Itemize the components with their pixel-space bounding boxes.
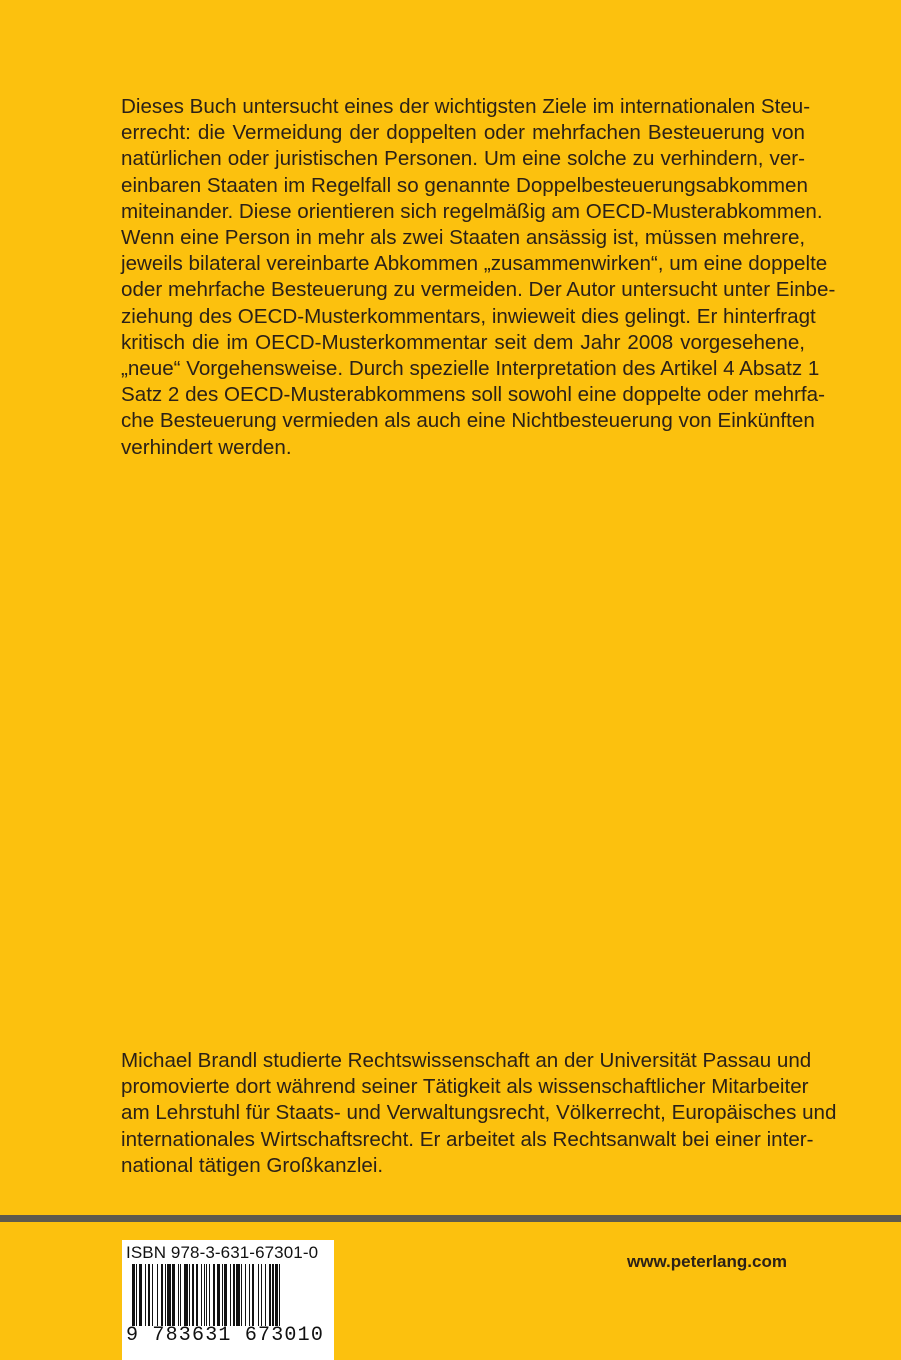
barcode-bar — [265, 1264, 266, 1326]
blurb-line: miteinander. Diese orientieren sich regelmäßig am OECD-Musterabkommen. — [121, 199, 823, 223]
barcode-bar — [152, 1264, 153, 1326]
barcode-bar — [233, 1264, 234, 1326]
barcode-digits: 9 783631 673010 — [126, 1324, 325, 1347]
barcode-bar — [148, 1264, 151, 1326]
blurb-line: verhindert werden. — [121, 435, 292, 459]
barcode-bar — [230, 1264, 231, 1326]
bio-line: national tätigen Großkanzlei. — [121, 1153, 384, 1177]
barcode-bar — [204, 1264, 205, 1326]
barcode-bar — [136, 1264, 137, 1326]
blurb-line: jeweils bilateral vereinbarte Abkommen „zusammenwirken“, um eine doppelte — [121, 252, 828, 276]
barcode-bar — [252, 1264, 255, 1326]
barcode-bar — [249, 1264, 250, 1326]
barcode-bar — [132, 1264, 135, 1326]
blurb-line: kritisch die im OECD-Musterkommentar seit dem Jahr 2008 vorgesehene, — [121, 330, 805, 354]
barcode-bar — [178, 1264, 179, 1326]
isbn-barcode — [122, 1240, 334, 1360]
barcode-bar — [258, 1264, 259, 1326]
barcode-bar — [196, 1264, 199, 1326]
author-bio — [121, 1048, 837, 1179]
barcode-bar — [275, 1264, 278, 1326]
blurb-line: oder mehrfache Besteuerung zu vermeiden. Der Autor untersucht unter Einbe- — [121, 278, 836, 302]
barcode-bar — [172, 1264, 175, 1326]
blurb-line: che Besteuerung vermieden als auch eine Nichtbesteuerung von Einkünften — [121, 409, 815, 433]
barcode-bar — [209, 1264, 210, 1326]
blurb-line: Satz 2 des OECD-Musterabkommens soll sowohl eine doppelte oder mehrfa- — [121, 383, 825, 407]
barcode-bar — [180, 1264, 181, 1326]
bio-line: promovierte dort während seiner Tätigkeit als wissenschaftlicher Mitarbeiter — [121, 1075, 809, 1099]
barcode-bar — [167, 1264, 171, 1326]
barcode-bar — [269, 1264, 272, 1326]
divider-rule — [0, 1215, 901, 1222]
barcode-bar — [261, 1264, 262, 1326]
barcode-bar — [245, 1264, 246, 1326]
publisher-website[interactable]: www.peterlang.com — [627, 1252, 787, 1271]
blurb-line: ziehung des OECD-Musterkommentars, inwieweit dies gelingt. Er hinterfragt — [121, 304, 816, 328]
blurb-line: „neue“ Vorgehensweise. Durch spezielle Interpretation des Artikel 4 Absatz 1 — [121, 357, 820, 381]
barcode-bar — [165, 1264, 166, 1326]
barcode-bar — [241, 1264, 242, 1326]
barcode-bar — [224, 1264, 227, 1326]
blurb-text — [121, 94, 836, 461]
barcode-bar — [222, 1264, 223, 1326]
barcode-bar — [157, 1264, 158, 1326]
barcode-bar — [201, 1264, 202, 1326]
blurb-line: Wenn eine Person in mehr als zwei Staaten ansässig ist, müssen mehrere, — [121, 226, 806, 250]
barcode-bar — [206, 1264, 207, 1326]
barcode-bar — [161, 1264, 164, 1326]
bio-line: internationales Wirtschaftsrecht. Er arbeitet als Rechtsanwalt bei einer inter- — [121, 1127, 814, 1151]
barcode-bar — [184, 1264, 188, 1326]
barcode-bars — [132, 1264, 328, 1326]
barcode-bar — [145, 1264, 146, 1326]
barcode-bar — [189, 1264, 190, 1326]
barcode-bar — [192, 1264, 195, 1326]
blurb-line: einbaren Staaten im Regelfall so genannte Doppelbesteuerungsabkommen — [121, 173, 808, 197]
isbn-label: ISBN 978-3-631-67301-0 — [126, 1243, 319, 1262]
barcode-bar — [217, 1264, 221, 1326]
barcode-bar — [236, 1264, 240, 1326]
barcode-bar — [272, 1264, 273, 1326]
blurb-line: errecht: die Vermeidung der doppelten oder mehrfachen Besteuerung von — [121, 121, 805, 145]
blurb-line: natürlichen oder juristischen Personen. Um eine solche zu verhindern, ver- — [121, 147, 805, 171]
barcode-bar — [139, 1264, 143, 1326]
barcode-bar — [213, 1264, 216, 1326]
barcode-bar — [279, 1264, 280, 1326]
blurb-line: Dieses Buch untersucht eines der wichtigsten Ziele im internationalen Steu- — [121, 95, 811, 118]
bio-line: am Lehrstuhl für Staats- und Verwaltungsrecht, Völkerrecht, Europäisches und — [121, 1101, 837, 1125]
bio-line: Michael Brandl studierte Rechtswissenschaft an der Universität Passau und — [121, 1049, 812, 1072]
